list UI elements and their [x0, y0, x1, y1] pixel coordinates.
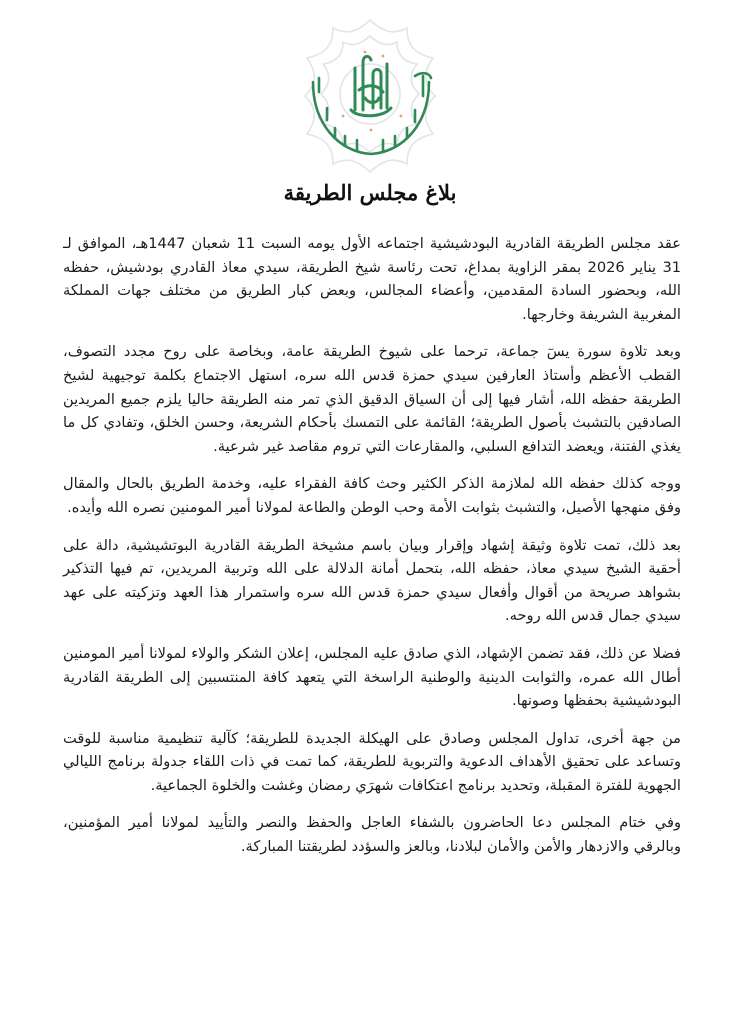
paragraph-closing-prayer: وفي ختام المجلس دعا الحاضرون بالشفاء العاجل والحفظ والنصر والتأييد لمولانا أمير المؤمنين، وبالرقي والازدهار والأمن والأمان لبلادنا، وبالعز والسؤدد لطريقتنا المباركة. — [63, 814, 681, 856]
paragraph-new-structure: من جهة أخرى، تداول المجلس وصادق على الهيكلة الجديدة للطريقة؛ كآلية تنظيمية مناسبة للوقت وتساعد على تحقيق الأهداف الدعوية والتربوية للطريقة، كما تمت في ذات اللقاء جدولة برنامج الليالي الجهوية للفترة المقبلة، وتحديد برنامج اعتكافات شهرَي رمضان وغشت والخلوة الجماعية. — [63, 729, 681, 794]
page-title: بلاغ مجلس الطريقة — [283, 180, 457, 205]
calligraphy-emblem-icon — [283, 12, 458, 177]
paragraph-guidance: ووجه كذلك حفظه الله لملازمة الذكر الكثير وحث كافة الفقراء عليه، وخدمة الطريق بالحال والمقال وفق منهجها الأصيل، والتشبث بثوابت الأمة وحب الوطن والطاعة لمولانا أمير المومنين نصره الله وأيده. — [63, 475, 681, 516]
communique-body — [63, 232, 681, 873]
paragraph-sheikh-address: وبعد تلاوة سورة يسٓ جماعة، ترحما على شيوخ الطريقة عامة، وبخاصة على روح مجدد التصوف، القطب الأعظم وأستاذ العارفين سيدي حمزة قدس الله سره، استهل الاجتماع بكلمة توجيهية لشيخ الطريقة حفظه الله، أشار فيها إلى أن السياق الدقيق الذي تمر منه الطريقة حاليا يلزم جميع المريدين الصادقين بالتشبث بأصول الطريقة؛ القائمة على التمسك بأحكام الشريعة، وحسن الخلق، وتفادي كل ما يغذي الفتنة، ويعضد التدافع السلبي، والمقارعات التي تروم مقاصد غير شرعية. — [63, 343, 681, 455]
paragraph-meeting-opening: عقد مجلس الطريقة القادرية البودشيشية اجتماعه الأول يومه السبت 11 شعبان 1447هـ، الموافق لـ 31 يناير 2026 بمقر الزاوية بمداغ، تحت رئاسة شيخ الطريقة، سيدي معاذ القادري بودشيش، حفظه الله، وبحضور السادة المقدمين، وأعضاء المجالس، وبعض كبار الطريق من مختلف جهات المملكة المغربية الشريفة وخارجها. — [63, 235, 682, 323]
paragraph-allegiance: فضلا عن ذلك، فقد تضمن الإشهاد، الذي صادق عليه المجلس، إعلان الشكر والولاء لمولانا أمير المومنين أطال الله عمره، والثوابت الدينية والوطنية الراسخة التي يتعهد كافة المنتسبين إلى الطريقة القادرية البودشيشية بحفظها وصونها. — [63, 644, 681, 710]
paragraph-attestation-document: بعد ذلك، تمت تلاوة وثيقة إشهاد وإقرار وبيان باسم مشيخة الطريقة القادرية البوتشيشية، دالة على أحقية الشيخ سيدي معاذ، حفظه الله، بتحمل أمانة الدلالة على الله وتربية المريدين، تم فيها التذكير بشواهد صريحة من أقوال وأفعال سيدي حمزة قدس الله سره واستمرار هذا العهد وتزكيته على عهد سيدي جمال قدس الله روحه. — [63, 536, 681, 625]
brotherhood-logo — [283, 12, 458, 177]
